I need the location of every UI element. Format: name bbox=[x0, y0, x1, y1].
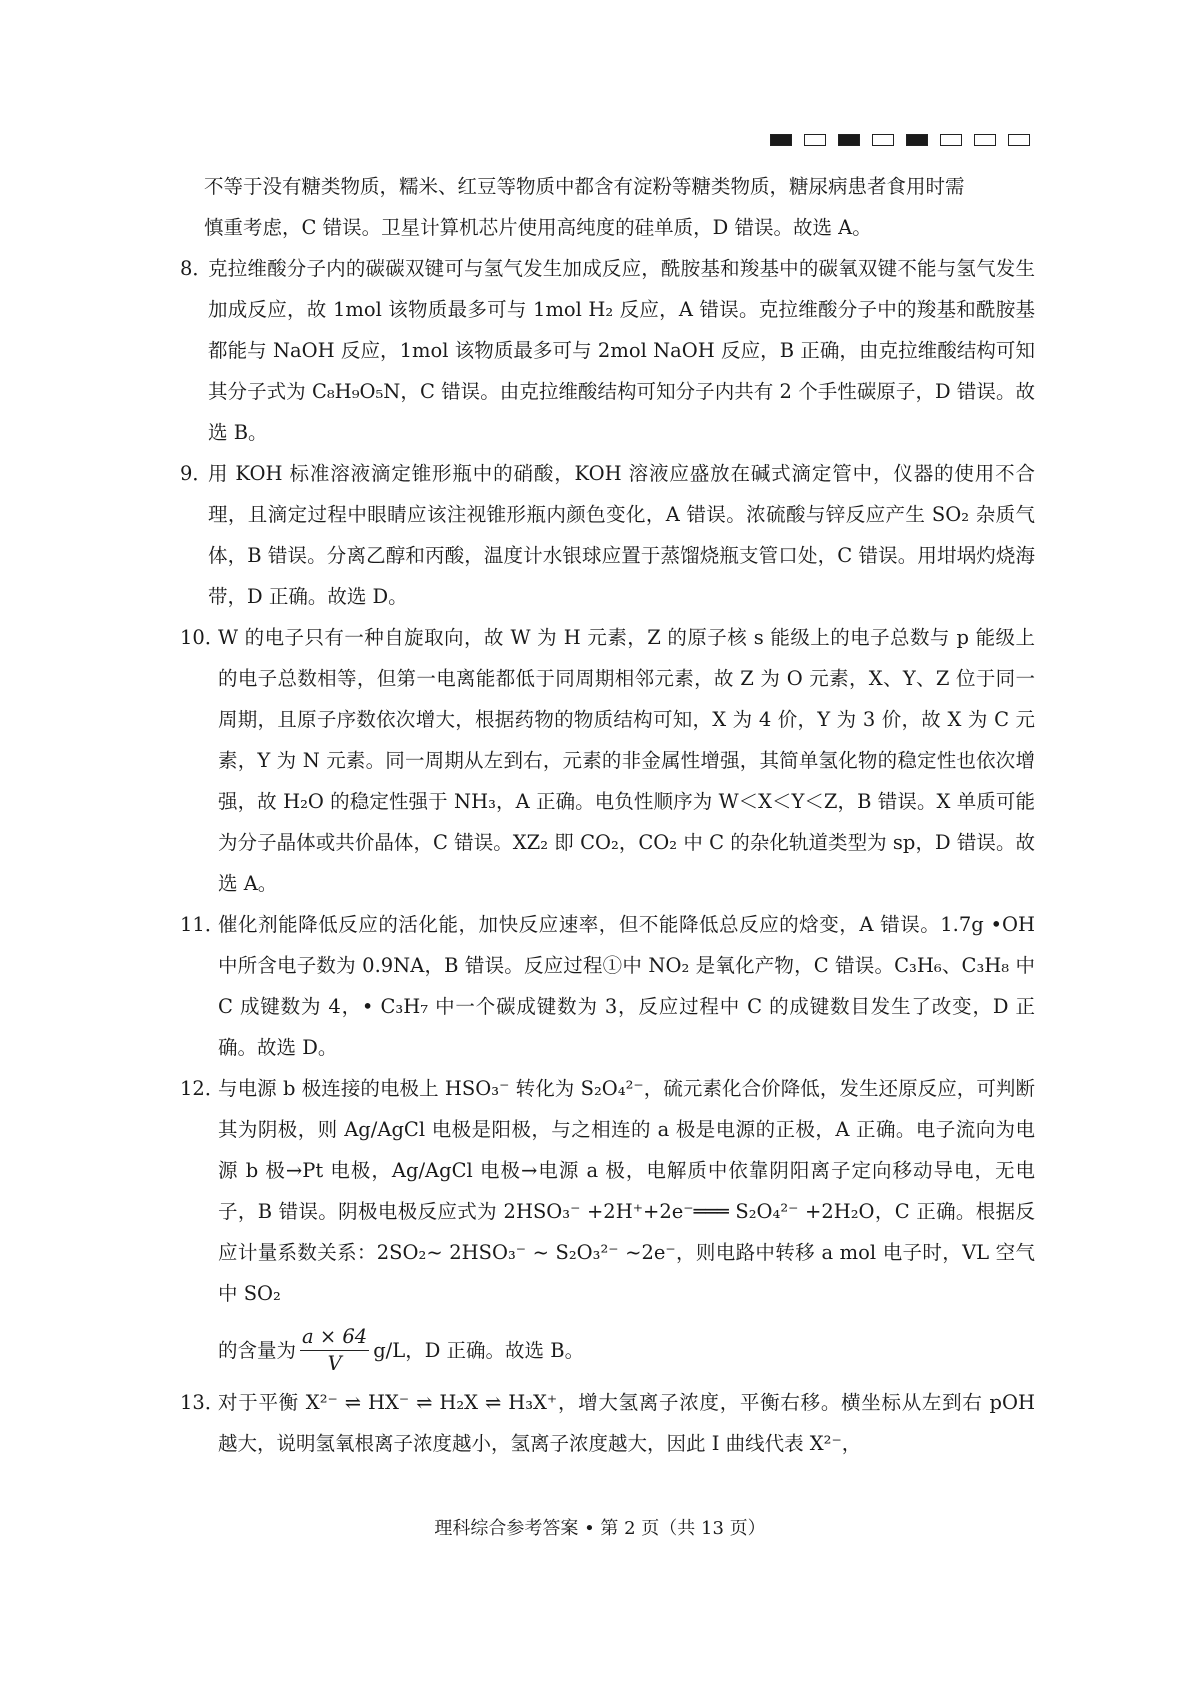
item-number: 13． bbox=[180, 1391, 225, 1414]
header-mark bbox=[940, 134, 962, 146]
item-text: W 的电子只有一种自旋取向，故 W 为 H 元素，Z 的原子核 s 能级上的电子总数与 p 能级上的电子总数相等，但第一电离能都低于同周期相邻元素，故 Z 为 O 元素，X、Y、Z 位于同一周期，且原子序数依次增大，根据药物的物质结构可知，X 为 4 价，Y 为 3 价，故 X 为 C 元素，Y 为 N 元素。同一周期从左到右，元素的非金属性增强，其简单氢化物的稳定性也依次增强，故 H₂O 的稳定性强于 NH₃，A 正确。电负性顺序为 W＜X＜Y＜Z，B 错误。X 单质可能为分子晶体或共价晶体，C 错误。XZ₂ 即 CO₂，CO₂ 中 C 的杂化轨道类型为 sp，D 错误。故选 A。 bbox=[218, 626, 1035, 895]
header-mark bbox=[872, 134, 894, 146]
header-mark bbox=[804, 134, 826, 146]
answer-item-8 bbox=[180, 248, 1035, 453]
formula-suffix: g/L，D 正确。故选 B。 bbox=[373, 1338, 585, 1362]
item-number: 12． bbox=[180, 1077, 225, 1100]
formula-line bbox=[218, 1318, 1035, 1382]
answer-item-13 bbox=[180, 1382, 1035, 1464]
header-mark bbox=[838, 134, 860, 146]
intro-line-1: 不等于没有糖类物质，糯米、红豆等物质中都含有淀粉等糖类物质，糖尿病患者食用时需 bbox=[204, 175, 965, 198]
header-mark bbox=[770, 134, 792, 146]
answer-item-10 bbox=[180, 617, 1035, 904]
answer-item-11 bbox=[180, 904, 1035, 1068]
header-mark bbox=[974, 134, 996, 146]
header-marks bbox=[770, 134, 1030, 146]
header-mark bbox=[1008, 134, 1030, 146]
item-body bbox=[218, 1068, 1035, 1382]
answer-content bbox=[180, 166, 1035, 1464]
page-footer: 理科综合参考答案 • 第 2 页（共 13 页） bbox=[434, 1518, 766, 1539]
item-text: 用 KOH 标准溶液滴定锥形瓶中的硝酸，KOH 溶液应盛放在碱式滴定管中，仪器的使用不合理，且滴定过程中眼睛应该注视锥形瓶内颜色变化，A 错误。浓硫酸与锌反应产生 SO₂ 杂质气体，B 错误。分离乙醇和丙酸，温度计水银球应置于蒸馏烧瓶支管口处，C 错误。用坩埚灼烧海带，D 正确。故选 D。 bbox=[208, 462, 1035, 608]
item-text: 催化剂能降低反应的活化能，加快反应速率，但不能降低总反应的焓变，A 错误。1.7g •OH 中所含电子数为 0.9NA，B 错误。反应过程①中 NO₂ 是氧化产物，C 错误。C₃H₆、C₃H₈ 中 C 成键数为 4，• C₃H₇ 中一个碳成键数为 3，反应过程中 C 的成键数目发生了改变，D 正确。故选 D。 bbox=[218, 913, 1035, 1059]
header-mark bbox=[906, 134, 928, 146]
item-number: 11． bbox=[180, 913, 225, 936]
fraction-denominator: V bbox=[327, 1351, 342, 1375]
item-text: 克拉维酸分子内的碳碳双键可与氢气发生加成反应，酰胺基和羧基中的碳氧双键不能与氢气发生加成反应，故 1mol 该物质最多可与 1mol H₂ 反应，A 错误。克拉维酸分子中的羧基和酰胺基都能与 NaOH 反应，1mol 该物质最多可与 2mol NaOH 反应，B 正确，由克拉维酸结构可知其分子式为 C₈H₉O₅N，C 错误。由克拉维酸结构可知分子内共有 2 个手性碳原子，D 错误。故选 B。 bbox=[208, 257, 1035, 444]
intro-paragraph bbox=[180, 166, 1035, 248]
answer-item-12 bbox=[180, 1068, 1035, 1382]
formula-prefix: 的含量为 bbox=[218, 1338, 297, 1362]
item-text: 对于平衡 X²⁻ ⇌ HX⁻ ⇌ H₂X ⇌ H₃X⁺，增大氢离子浓度，平衡右移。横坐标从左到右 pOH 越大，说明氢氧根离子浓度越小，氢离子浓度越大，因此 I 曲线代表 X²⁻， bbox=[218, 1391, 1035, 1455]
fraction-numerator: a × 64 bbox=[300, 1324, 369, 1351]
fraction bbox=[300, 1324, 369, 1377]
item-text: 与电源 b 极连接的电极上 HSO₃⁻ 转化为 S₂O₄²⁻，硫元素化合价降低，发生还原反应，可判断其为阴极，则 Ag/AgCl 电极是阳极，与之相连的 a 极是电源的正极，A 正确。电子流向为电源 b 极→Pt 电极，Ag/AgCl 电极→电源 a 极，电解质中依靠阴阳离子定向移动导电，无电子，B 错误。阴极电极反应式为 2HSO₃⁻ +2H⁺+2e⁻═══ S₂O₄²⁻ +2H₂O，C 正确。根据反应计量系数关系：2SO₂~ 2HSO₃⁻ ~ S₂O₃²⁻ ~2e⁻，则电路中转移 a mol 电子时，VL 空气中 SO₂ bbox=[218, 1077, 1035, 1305]
item-number: 10． bbox=[180, 626, 225, 649]
item-number: 8． bbox=[180, 257, 212, 280]
item-number: 9． bbox=[180, 462, 212, 485]
intro-line-2: 慎重考虑，C 错误。卫星计算机芯片使用高纯度的硅单质，D 错误。故选 A。 bbox=[204, 216, 872, 239]
answer-item-9 bbox=[180, 453, 1035, 617]
